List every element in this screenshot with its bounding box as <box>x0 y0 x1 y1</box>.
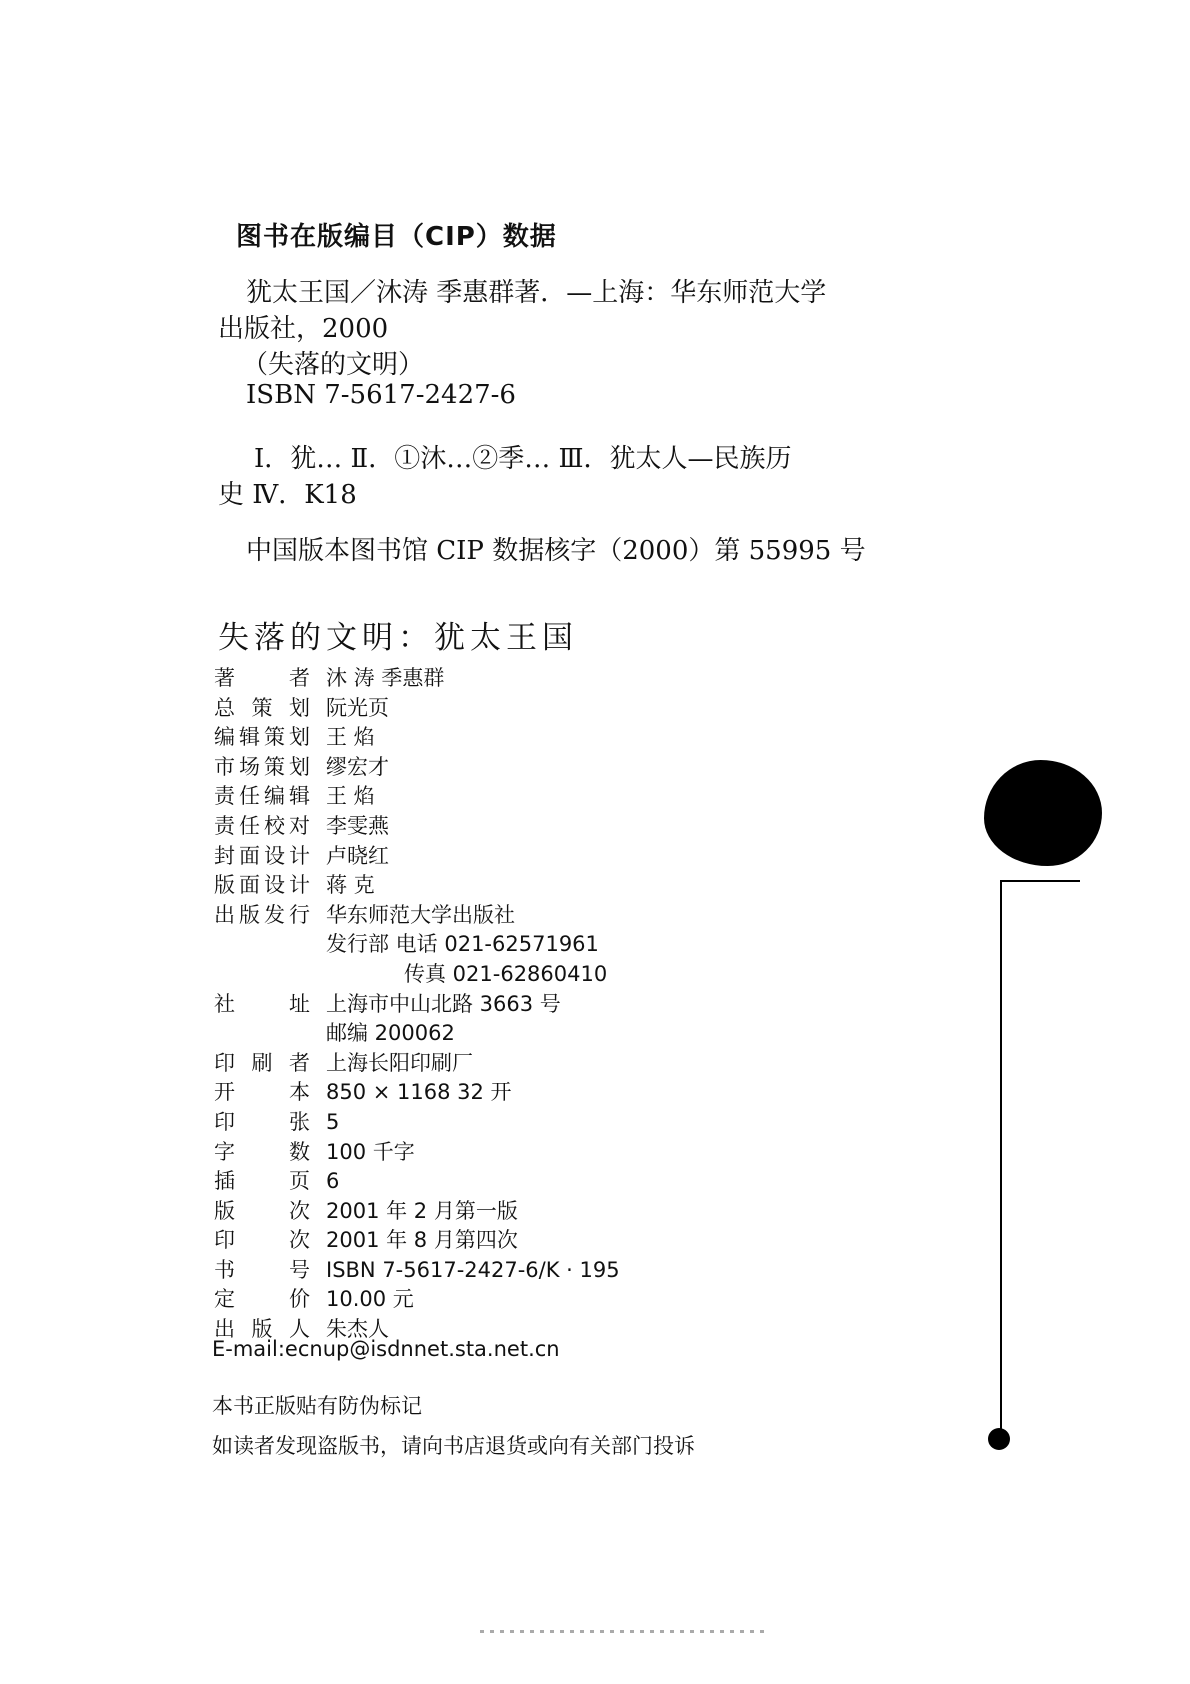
margin-line-horizontal <box>1000 880 1080 882</box>
detail-label: 印 张 <box>214 1109 310 1134</box>
book-details <box>214 664 620 1345</box>
detail-label: 著 者 <box>214 666 310 690</box>
detail-label: 总 策 划 <box>214 695 310 720</box>
detail-row <box>214 664 620 694</box>
ink-blob <box>984 760 1102 866</box>
detail-label: 封 面 设 计 <box>214 843 310 868</box>
detail-label: 社 址 <box>214 991 310 1016</box>
cip-line-7: 中国版本图书馆 CIP 数据核字（2000）第 55995 号 <box>246 536 866 566</box>
detail-label: 责 任 校 对 <box>214 813 310 838</box>
detail-value: 卢晓红 <box>326 843 389 868</box>
detail-value: 10.00 元 <box>326 1287 414 1312</box>
detail-row <box>214 901 620 931</box>
detail-row <box>214 1138 620 1168</box>
detail-label: 定 价 <box>214 1287 310 1312</box>
detail-value: 2001 年 8 月第四次 <box>326 1228 518 1253</box>
detail-value: 5 <box>326 1109 340 1134</box>
detail-label: 市 场 策 划 <box>214 754 310 779</box>
detail-row <box>214 990 620 1020</box>
detail-value: 上海市中山北路 3663 号 <box>326 991 561 1016</box>
detail-row <box>214 723 620 753</box>
detail-row <box>214 1285 620 1315</box>
detail-row <box>214 842 620 872</box>
scan-noise <box>480 1630 770 1633</box>
detail-value: ISBN 7-5617-2427-6/K · 195 <box>326 1257 620 1282</box>
detail-row <box>214 930 620 960</box>
detail-row <box>214 871 620 901</box>
detail-value: 李雯燕 <box>326 813 389 838</box>
piracy-report-note: 如读者发现盗版书，请向书店退货或向有关部门投诉 <box>212 1434 695 1458</box>
detail-value: 王 焰 <box>326 784 375 809</box>
detail-value: 阮光页 <box>326 695 389 720</box>
detail-value: 850 × 1168 32 开 <box>326 1080 512 1105</box>
detail-label: 字 数 <box>214 1139 310 1164</box>
detail-row <box>214 1049 620 1079</box>
email-line: E-mail:ecnup@isdnnet.sta.net.cn <box>212 1337 560 1361</box>
cip-line-4: ISBN 7-5617-2427-6 <box>246 380 516 410</box>
detail-label: 编 辑 策 划 <box>214 725 310 750</box>
detail-row <box>214 1256 620 1286</box>
cip-line-6: 史 Ⅳ．K18 <box>218 480 357 510</box>
detail-label: 印 次 <box>214 1228 310 1253</box>
margin-dot <box>988 1428 1010 1450</box>
detail-row <box>214 1226 620 1256</box>
detail-value: 缪宏才 <box>326 754 389 779</box>
detail-label: 出 版 人 <box>214 1317 310 1342</box>
detail-label: 开 本 <box>214 1080 310 1105</box>
book-title: 失落的文明：犹太王国 <box>218 620 578 656</box>
detail-label: 责 任 编 辑 <box>214 784 310 809</box>
detail-value: 6 <box>326 1169 340 1194</box>
detail-label: 出 版 发 行 <box>214 902 310 927</box>
detail-value: 传真 021-62860410 <box>404 961 608 986</box>
margin-line-vertical <box>1000 880 1002 1430</box>
detail-value: 100 千字 <box>326 1139 415 1164</box>
cip-line-2: 出版社，2000 <box>218 314 389 344</box>
cip-line-1: 犹太王国／沐涛 季惠群著．—上海：华东师范大学 <box>246 278 827 308</box>
cip-title: 图书在版编目（CIP）数据 <box>236 222 557 252</box>
cip-line-5: Ⅰ．犹… Ⅱ．①沐…②季… Ⅲ．犹太人—民族历 <box>254 444 792 474</box>
detail-row <box>214 812 620 842</box>
cip-line-3: （失落的文明） <box>242 350 425 380</box>
detail-row <box>214 1197 620 1227</box>
detail-label: 插 页 <box>214 1169 310 1194</box>
detail-value: 邮编 200062 <box>326 1021 455 1046</box>
detail-value: 王 焰 <box>326 725 375 750</box>
detail-label: 版 面 设 计 <box>214 873 310 898</box>
detail-row <box>214 753 620 783</box>
detail-row <box>214 1078 620 1108</box>
detail-label: 版 次 <box>214 1198 310 1223</box>
detail-row <box>214 960 620 990</box>
detail-row <box>214 1108 620 1138</box>
detail-value: 华东师范大学出版社 <box>326 902 515 927</box>
detail-row <box>214 1019 620 1049</box>
detail-value: 2001 年 2 月第一版 <box>326 1198 518 1223</box>
anti-counterfeit-note: 本书正版贴有防伪标记 <box>212 1394 422 1418</box>
detail-value: 蒋 克 <box>326 873 375 898</box>
detail-label: 印 刷 者 <box>214 1050 310 1075</box>
detail-row <box>214 1167 620 1197</box>
detail-row <box>214 782 620 812</box>
detail-value: 沐 涛 季惠群 <box>326 666 445 690</box>
detail-value: 上海长阳印刷厂 <box>326 1050 473 1075</box>
detail-label: 书 号 <box>214 1257 310 1282</box>
detail-row <box>214 694 620 724</box>
detail-value: 发行部 电话 021-62571961 <box>326 932 599 957</box>
detail-value: 朱杰人 <box>326 1317 389 1342</box>
